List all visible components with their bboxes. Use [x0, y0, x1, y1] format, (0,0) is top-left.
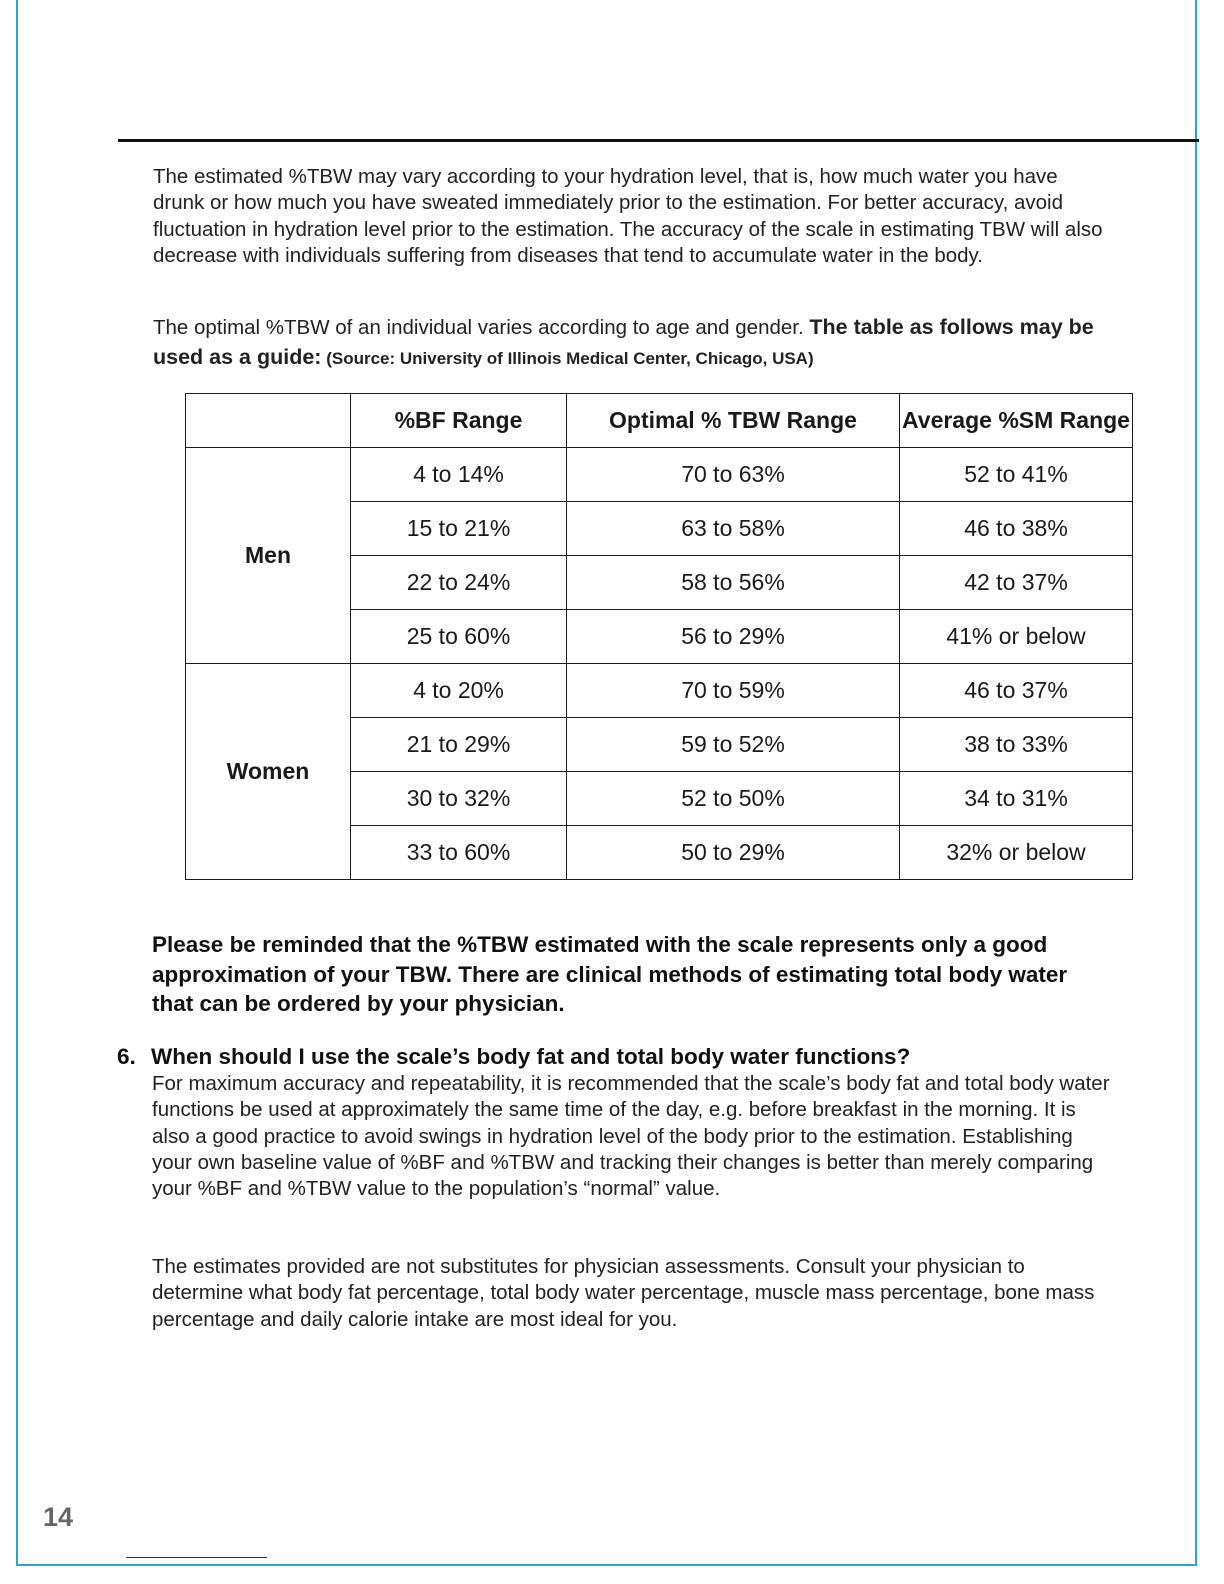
cell-sm: 52 to 41% — [900, 448, 1133, 502]
cell-tbw: 56 to 29% — [567, 610, 900, 664]
header-tbw-range: Optimal % TBW Range — [567, 394, 900, 448]
cell-bf: 15 to 21% — [351, 502, 567, 556]
table-row — [186, 664, 1133, 718]
cell-tbw: 59 to 52% — [567, 718, 900, 772]
header-bf-range: %BF Range — [351, 394, 567, 448]
guide-bold-lead: The table as follows may be used as a guide: — [153, 315, 1094, 369]
cell-sm: 38 to 33% — [900, 718, 1133, 772]
guide-text: The optimal %TBW of an individual varies according to age and gender. — [153, 316, 810, 339]
cell-sm: 34 to 31% — [900, 772, 1133, 826]
tbw-guide-table — [185, 393, 1133, 880]
cell-tbw: 58 to 56% — [567, 556, 900, 610]
cell-bf: 22 to 24% — [351, 556, 567, 610]
header-rule — [118, 139, 1199, 142]
guide-paragraph — [153, 313, 1113, 373]
page-number: 14 — [43, 1502, 74, 1532]
group-label-women: Women — [186, 664, 351, 880]
cell-tbw: 70 to 63% — [567, 448, 900, 502]
intro-paragraph: The estimated %TBW may vary according to your hydration level, that is, how much water you have drunk or how much you have sweated immediately prior to the estimation. For better accuracy, avoid fluctuation in hydration level prior to the estimation. The accuracy of the scale in estimating TBW will also decrease with individuals suffering from diseases that tend to accumulate water in the body. — [153, 165, 1103, 267]
cell-bf: 25 to 60% — [351, 610, 567, 664]
cell-tbw: 50 to 29% — [567, 826, 900, 880]
question-answer: For maximum accuracy and repeatability, it is recommended that the scale’s body fat and total body water functions be used at approximately the same time of the day, e.g. before breakfast in the morning. It is also a good practice to avoid swings in hydration level of the body prior to the estimation. Establishing your own baseline value of %BF and %TBW and tracking their changes is better than merely comparing your %BF and %TBW value to the population’s “normal” value. — [152, 1072, 1110, 1201]
cell-sm: 46 to 37% — [900, 664, 1133, 718]
cell-bf: 21 to 29% — [351, 718, 567, 772]
cell-sm: 46 to 38% — [900, 502, 1133, 556]
question-number: 6. — [117, 1044, 136, 1069]
footnote-rule — [126, 1557, 267, 1558]
header-empty — [186, 394, 351, 448]
disclaimer-paragraph: The estimates provided are not substitutes for physician assessments. Consult your physician to determine what body fat percentage, total body water percentage, muscle mass percentage, bone mass percentage and daily calorie intake are most ideal for you. — [152, 1255, 1095, 1331]
cell-bf: 4 to 20% — [351, 664, 567, 718]
reminder-note: Please be reminded that the %TBW estimated with the scale represents only a good approximation of your TBW. There are clinical methods of estimating total body water that can be ordered by your physician. — [152, 932, 1068, 1016]
cell-bf: 33 to 60% — [351, 826, 567, 880]
guide-source: (Source: University of Illinois Medical Center, Chicago, USA) — [321, 348, 814, 368]
cell-sm: 32% or below — [900, 826, 1133, 880]
header-sm-range: Average %SM Range — [900, 394, 1133, 448]
cell-bf: 30 to 32% — [351, 772, 567, 826]
cell-sm: 42 to 37% — [900, 556, 1133, 610]
cell-bf: 4 to 14% — [351, 448, 567, 502]
table-header-row — [186, 394, 1133, 448]
table-row — [186, 448, 1133, 502]
group-label-men: Men — [186, 448, 351, 664]
question-title: When should I use the scale’s body fat and total body water functions? — [151, 1044, 911, 1069]
question-heading — [117, 1043, 1117, 1071]
cell-tbw: 52 to 50% — [567, 772, 900, 826]
cell-tbw: 63 to 58% — [567, 502, 900, 556]
cell-tbw: 70 to 59% — [567, 664, 900, 718]
cell-sm: 41% or below — [900, 610, 1133, 664]
